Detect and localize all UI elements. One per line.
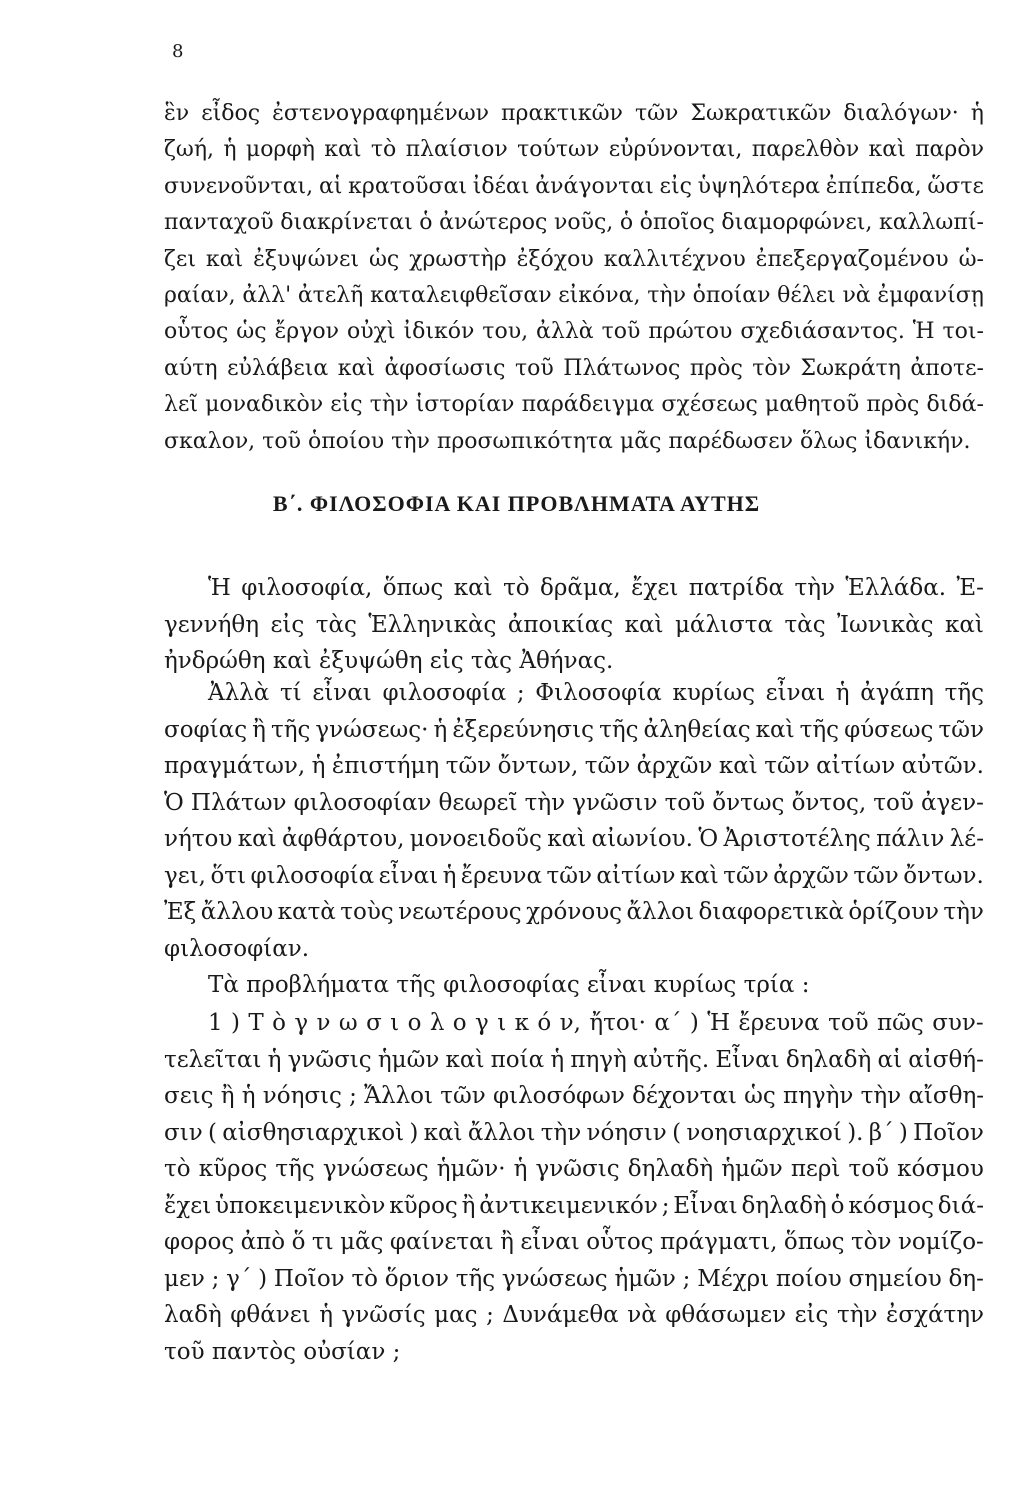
text-line: σοφίας ἢ τῆς γνώσεως· ἡ ἐξερεύνησις τῆς ἀληθείας καὶ τῆς φύσεως τῶν <box>164 716 984 743</box>
text-line: συνενοῦνται, αἱ κρατοῦσαι ἰδέαι ἀνάγονται εἰς ὑψηλότερα ἐπίπεδα, ὥστε <box>164 173 984 199</box>
text-line: λεῖ μοναδικὸν εἰς τὴν ἱστορίαν παράδειγμα σχέσεως μαθητοῦ πρὸς διδά- <box>164 392 984 418</box>
text-line: 1 ) Τ ὸ γ ν ω σ ι ο λ ο γ ι κ ό ν, ἤτοι· α΄ ) Ἡ ἔρευνα τοῦ πῶς συν- <box>208 1010 984 1036</box>
text-line: ἓν εἶδος ἐστενογραφημένων πρακτικῶν τῶν Σωκρατικῶν διαλόγων· ἡ <box>164 101 984 126</box>
text-line: Ἐξ ἄλλου κατὰ τοὺς νεωτέρους χρόνους ἄλλοι διαφορετικὰ ὁρίζουν τὴν <box>164 899 984 925</box>
page-number: 8 <box>172 41 184 62</box>
text-line: Ἡ φιλοσοφία, ὅπως καὶ τὸ δρᾶμα, ἔχει πατρίδα τὴν Ἑλλάδα. Ἐ- <box>208 575 984 601</box>
text-line: σιν ( αἰσθησιαρχικοὶ ) καὶ ἄλλοι τὴν νόησιν ( νοησιαρχικοί ). β΄ ) Ποῖον <box>164 1119 984 1146</box>
paragraph-epistemology <box>164 1005 984 1370</box>
text-line: λαδὴ φθάνει ἡ γνῶσίς μας ; Δυνάμεθα νὰ φθάσωμεν εἰς τὴν ἐσχάτην <box>164 1302 984 1328</box>
text-line: ζωή, ἡ μορφὴ καὶ τὸ πλαίσιον τούτων εὐρύνονται, παρελθὸν καὶ παρὸν <box>164 137 984 163</box>
text-line: Ὁ Πλάτων φιλοσοφίαν θεωρεῖ τὴν γνῶσιν τοῦ ὄντως ὄντος, τοῦ ἀγεν- <box>164 789 984 816</box>
text-line: τελεῖται ἡ γνῶσις ἡμῶν καὶ ποία ἡ πηγὴ αὐτῆς. Εἶναι δηλαδὴ αἱ αἰσθή- <box>164 1046 984 1073</box>
text-line: ἔχει ὑποκειμενικὸν κῦρος ἢ ἀντικειμενικόν ; Εἶναι δηλαδὴ ὁ κόσμος διά- <box>164 1192 984 1219</box>
text-line: σκαλον, τοῦ ὁποίου τὴν προσωπικότητα μᾶς παρέδωσεν ὅλως ἰδανικήν. <box>164 428 971 454</box>
text-line: γεννήθη εἰς τὰς Ἑλληνικὰς ἀποικίας καὶ μάλιστα τὰς Ἰωνικὰς καὶ <box>164 611 984 638</box>
text-line: τοῦ παντὸς οὐσίαν ; <box>164 1338 401 1365</box>
paragraph-philosophy-definition <box>164 675 984 967</box>
text-line: ζει καὶ ἐξυψώνει ὡς χρωστὴρ ἐξόχου καλλιτέχνου ἐπεξεργαζομένου ὡ- <box>164 246 984 272</box>
text-line: φορος ἀπὸ ὅ τι μᾶς φαίνεται ἢ εἶναι οὗτος πράγματι, ὅπως τὸν νομίζο- <box>164 1229 984 1255</box>
text-line: νήτου καὶ ἀφθάρτου, μονοειδοῦς καὶ αἰωνίου. Ὁ Ἀριστοτέλης πάλιν λέ- <box>164 826 984 852</box>
text-line: φιλοσοφίαν. <box>164 935 310 962</box>
paragraph-socratic-dialogues <box>164 96 984 460</box>
paragraph-philosophy-origin <box>164 570 984 680</box>
text-line: ραίαν, ἀλλ' ἀτελῆ καταλειφθεῖσαν εἰκόνα, τὴν ὁποίαν θέλει νὰ ἐμφανίσῃ <box>164 282 984 308</box>
text-line: ἠνδρώθη καὶ ἐξυψώθη εἰς τὰς Ἀθήνας. <box>164 648 614 674</box>
text-line: γει, ὅτι φιλοσοφία εἶναι ἡ ἔρευνα τῶν αἰτίων καὶ τῶν ἀρχῶν τῶν ὄντων. <box>164 862 984 889</box>
text-line: μεν ; γ΄ ) Ποῖον τὸ ὅριον τῆς γνώσεως ἡμῶν ; Μέχρι ποίου σημείου δη- <box>164 1265 984 1292</box>
text-line: Τὰ προβλήματα τῆς φιλοσοφίας εἶναι κυρίως τρία : <box>208 972 810 998</box>
text-line: Ἀλλὰ τί εἶναι φιλοσοφία ; Φιλοσοφία κυρίως εἶναι ἡ ἀγάπη τῆς <box>208 680 984 706</box>
text-line: αύτη εὐλάβεια καὶ ἀφοσίωσις τοῦ Πλάτωνος πρὸς τὸν Σωκράτη ἀποτε- <box>164 355 984 381</box>
text-line: πανταχοῦ διακρίνεται ὁ ἀνώτερος νοῦς, ὁ ὁποῖος διαμορφώνει, καλλωπί- <box>164 210 984 236</box>
section-heading: Β΄. ΦΙΛΟΣΟΦΙΑ ΚΑΙ ΠΡΟΒΛΗΜΑΤΑ ΑΥΤΗΣ <box>272 491 761 516</box>
text-line: τὸ κῦρος τῆς γνώσεως ἡμῶν· ἡ γνῶσις δηλαδὴ ἡμῶν περὶ τοῦ κόσμου <box>164 1156 984 1182</box>
text-line: σεις ἢ ἡ νόησις ; Ἄλλοι τῶν φιλοσόφων δέχονται ὡς πηγὴν τὴν αἴσθη- <box>164 1083 984 1109</box>
paragraph-problems-intro <box>164 967 984 1004</box>
text-line: οὗτος ὡς ἔργον οὐχὶ ἰδικόν του, ἀλλὰ τοῦ πρώτου σχεδιάσαντος. Ἡ τοι- <box>164 319 984 345</box>
text-line: πραγμάτων, ἡ ἐπιστήμη τῶν ὄντων, τῶν ἀρχῶν καὶ τῶν αἰτίων αὐτῶν. <box>164 753 984 779</box>
